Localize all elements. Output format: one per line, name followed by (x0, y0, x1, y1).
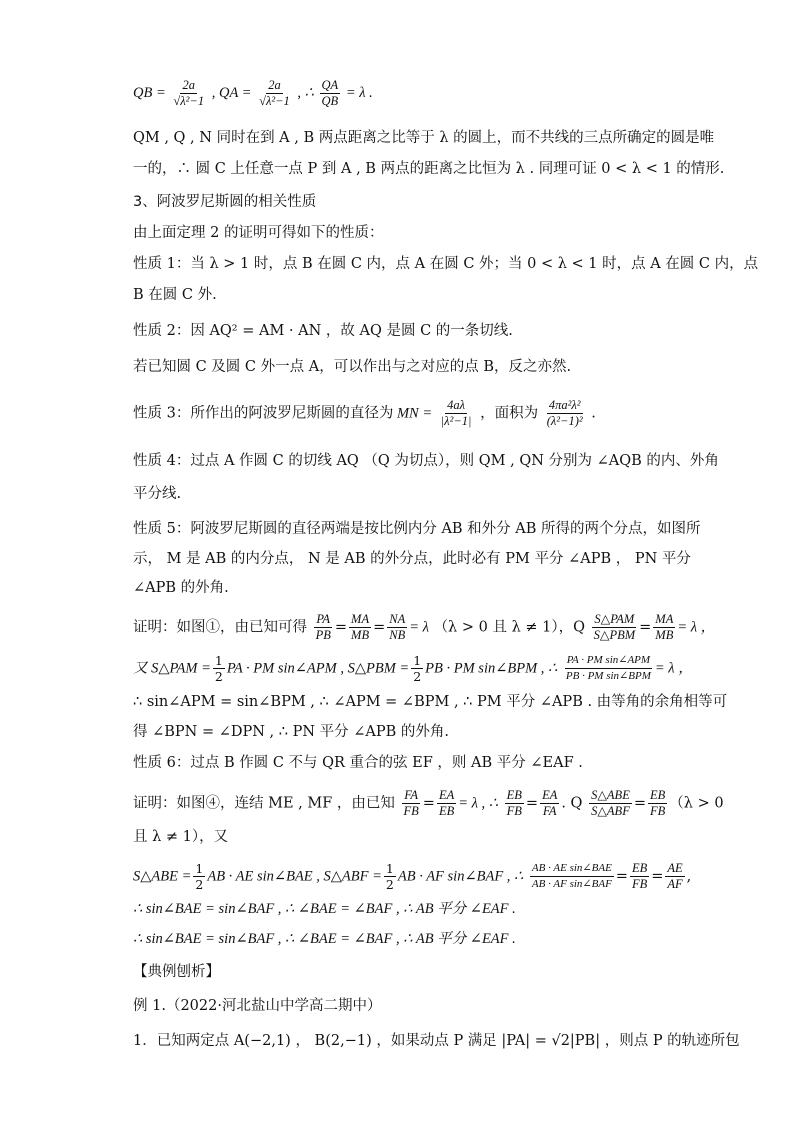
proof-1-line: ∴ sin∠APM = sin∠BPM , ∴ ∠APM = ∠BPM , ∴ PM 平分 ∠APB . 由等角的余角相等可 (133, 694, 728, 710)
text-line: 若已知圆 C 及圆 C 外一点 A，可以作出与之对应的点 B，反之亦然. (133, 359, 572, 375)
property-1: 性质 1：当 λ > 1 时，点 B 在圆 C 内，点 A 在圆 C 外；当 0 < λ < 1 时，点 A 在圆 C 内，点 (133, 256, 759, 272)
text-line: ∠APB 的外角. (133, 580, 229, 596)
property-2: 性质 2：因 AQ² = AM · AN ，故 AQ 是圆 C 的一条切线. (133, 323, 513, 339)
question-1: 1．已知两定点 A(−2,1) ， B(2,−1) ，如果动点 P 满足 |PA| = √2|PB| ，则点 P 的轨迹所包 (133, 1033, 740, 1049)
text-line: 由上面定理 2 的证明可得如下的性质： (133, 225, 384, 241)
proof-2-line: S△ABE = $\frac{1}{2}$ AB · AE sin∠BAE , S△ABF = $\frac{1}{2}$ AB · AF sin∠BAF , ∴ $\frac{\text{AB · AE sin∠BAE}}{\text{AB · AF sin∠BAF}}$ = $\frac{EB}{FB}$ = $\frac{AE}{AF}$ , (133, 861, 692, 892)
text-line: 一的，∴ 圆 C 上任意一点 P 到 A , B 两点的距离之比恒为 λ . 同理可证 0 < λ < 1 的情形. (133, 161, 725, 177)
section-heading: 3、阿波罗尼斯圆的相关性质 (133, 194, 317, 210)
proof-1-line: 得 ∠BPN = ∠DPN , ∴ PN 平分 ∠APB 的外角. (133, 724, 450, 740)
proof-2-line: ∴ sin∠BAE = sin∠BAF , ∴ ∠BAE = ∠BAF , ∴ AB 平分 ∠EAF . (133, 901, 516, 917)
proof-1-line: 证明：如图①，由已知可得 $\frac{PA}{PB}$ = $\frac{MA}{MB}$ = $\frac{NA}{NB}$ = λ （λ > 0 且 λ ≠ 1），Q $\frac{\text{S△PAM}}{\text{S△PBM}}$ = $\frac{MA}{MB}$ = λ ， (133, 612, 716, 642)
text-line: 且 λ ≠ 1），又 (133, 829, 229, 845)
property-5: 性质 5：阿波罗尼斯圆的直径两端是按比例内分 AB 和外分 AB 所得的两个分点，如图所 (133, 521, 701, 537)
formula-qb-qa: QB = $\frac{2a}{\text{√λ²−1}}$ , QA = $\frac{2a}{\text{√λ²−1}}$ , ∴ $\frac{QA}{QB}$ = λ . (133, 78, 373, 108)
proof-1-line: 又 S△PAM = $\frac{1}{2}$ PA · PM sin∠APM , S△PBM = $\frac{1}{2}$ PB · PM sin∠BPM , ∴ $\frac{\text{PA · PM sin∠APM}}{\text{PB · PM sin∠BPM}}$ = λ ， (133, 653, 693, 684)
text-line: B 在圆 C 外. (133, 287, 217, 303)
property-3: 性质 3：所作出的阿波罗尼斯圆的直径为 MN = $\frac{4a\lambda}{\text{|λ²−1|}}$ ，面积为 $\frac{\text{4πa²λ²}}{\text{(λ²−1)²}}$ . (133, 398, 596, 428)
example-source: 例 1.（2022·河北盐山中学高二期中） (133, 998, 382, 1014)
property-4: 性质 4：过点 A 作圆 C 的切线 AQ （Q 为切点），则 QM , QN 分别为 ∠AQB 的内、外角 (133, 453, 719, 469)
property-6: 性质 6：过点 B 作圆 C 不与 QR 重合的弦 EF ，则 AB 平分 ∠EAF . (133, 755, 583, 771)
text-line: 示， M 是 AB 的内分点， N 是 AB 的外分点，此时必有 PM 平分 ∠APB ， PN 平分 (133, 551, 691, 567)
text-line: 平分线. (133, 486, 182, 502)
proof-2-line: ∴ sin∠BAE = sin∠BAF , ∴ ∠BAE = ∠BAF , ∴ AB 平分 ∠EAF . (133, 931, 516, 947)
text-line: QM , Q , N 同时在到 A , B 两点距离之比等于 λ 的圆上，而不共线的三点所确定的圆是唯 (133, 130, 715, 146)
proof-2-line: 证明：如图④，连结 ME , MF ，由已知 $\frac{FA}{FB}$ = $\frac{EA}{EB}$ = λ , ∴ $\frac{EB}{FB}$ = $\frac{EA}{FA}$ . Q $\frac{\text{S△ABE}}{\text{S△ABF}}$ = $\frac{EB}{FB}$ （λ > 0 (133, 788, 724, 818)
example-heading: 【典例刨析】 (133, 964, 220, 980)
